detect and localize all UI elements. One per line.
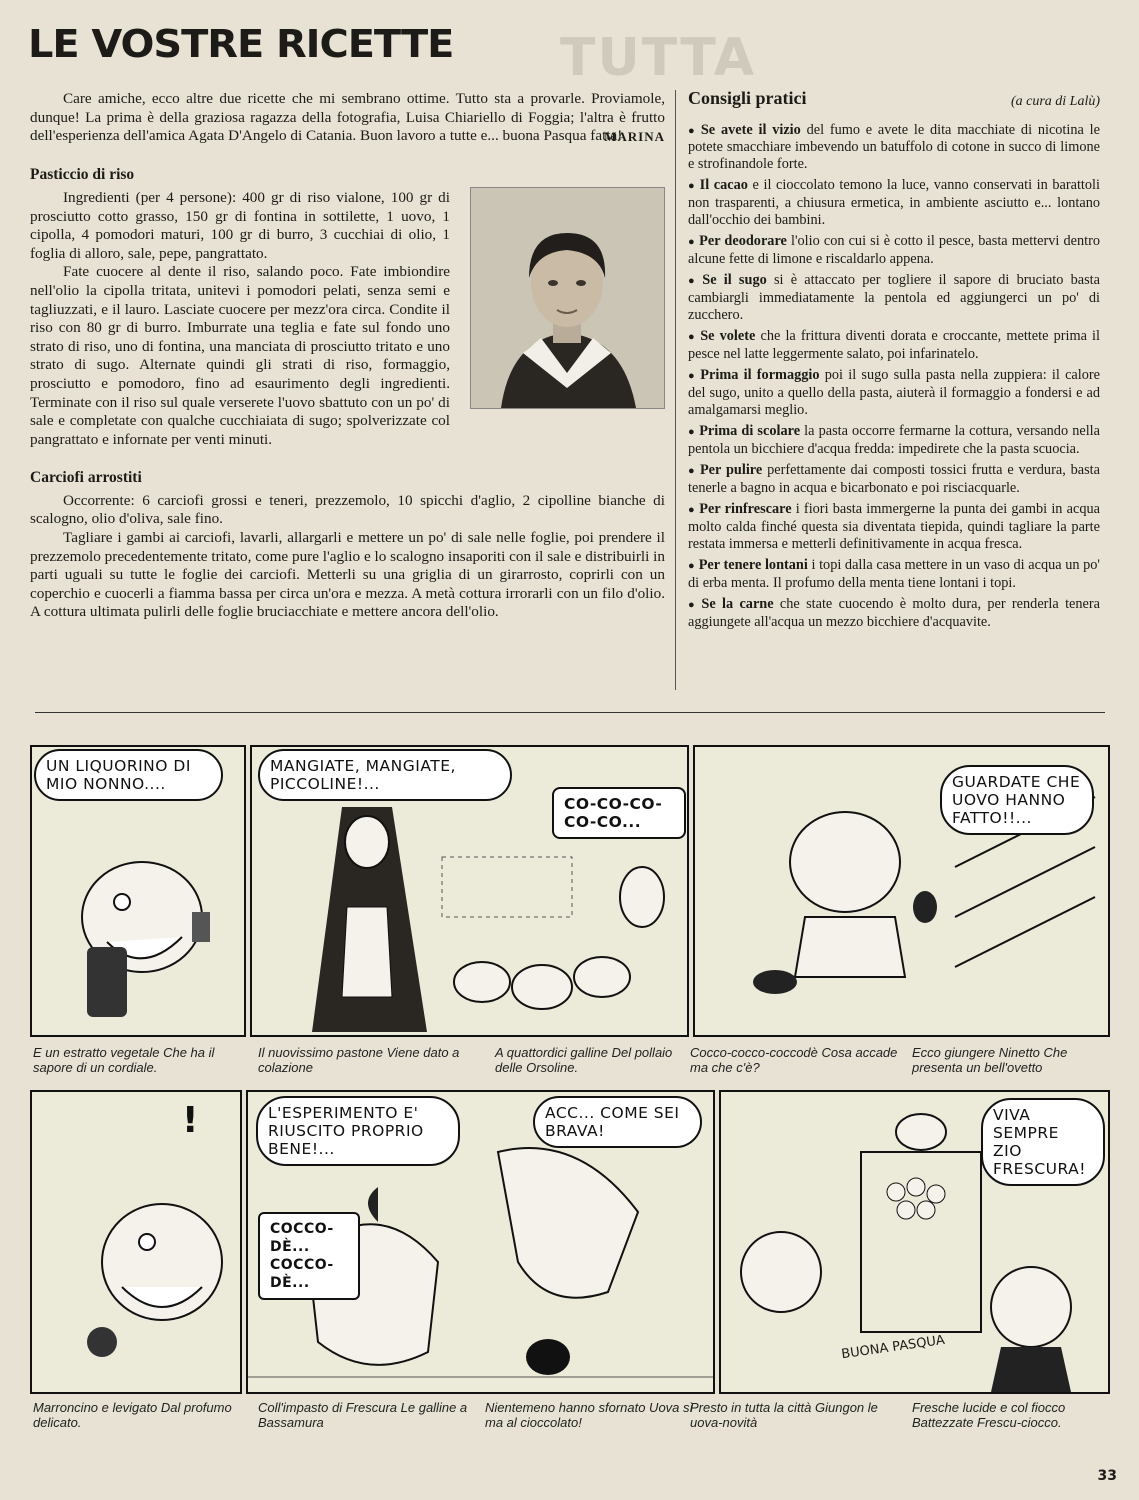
section-divider xyxy=(35,712,1105,713)
grandpa-surprised-illustration xyxy=(32,1092,240,1392)
comic-caption: Marroncino e levigato Dal profumo delicato. xyxy=(33,1400,232,1430)
tip-item: ● Il cacao e il cioccolato temono la luce, vanno conservati in barattoli non trasparenti, a chiusura ermetica, in ambiente asciutto e... lontano dall'occhio dei bambini. xyxy=(688,177,1100,228)
comic-panel-3 xyxy=(693,745,1110,1037)
easter-sign: BUONA PASQUA xyxy=(840,1332,946,1363)
tip-item: ● Per tenere lontani i topi dalla casa mettere in un vaso di acqua un po' di erba menta. Il profumo della menta tiene lontani i topi. xyxy=(688,557,1100,591)
bullet-icon: ● xyxy=(688,124,697,137)
speech-bubble: MANGIATE, MANGIATE, PICCOLINE!... xyxy=(258,749,512,801)
tip-item: ● Prima il formaggio poi il sugo sulla pasta nella zuppiera: il calore del sugo, unito a quello della pasta, aiuterà il formaggio a fondersi e ad amalgamarsi meglio. xyxy=(688,367,1100,418)
intro-text: Care amiche, ecco altre due ricette che mi sembrano ottime. Tutto sta a provarle. Proviamole, dunque! La prima è della graziosa ragazza della fotografia, Luisa Chiariello di Foggia; l'altra è frutto dell'esperienza dell'amica Agata D'Angelo di Catania. Buon lavoro a tutte e... buona Pasqua fatta! xyxy=(30,90,665,145)
sound-effect: COCCO-DÈ... COCCO-DÈ... xyxy=(258,1212,360,1300)
woman-portrait-illustration xyxy=(471,188,664,408)
signature: MARINA xyxy=(604,128,665,144)
comic-caption: Ecco giungere Ninetto Che presenta un bell'ovetto xyxy=(912,1045,1068,1075)
bullet-icon: ● xyxy=(688,426,696,439)
tips-curator: (a cura di Lalù) xyxy=(1010,94,1100,109)
column-divider xyxy=(675,90,676,690)
comic-panel-4a xyxy=(30,1090,242,1394)
recipe2-method: Tagliare i gambi ai carciofi, lavarli, allargarli e mettere un po' di sale nelle foglie, poi prendere il prezzemolo precedentemente tritato, come pure l'aglio e lo scalogno insaporiti con il sale e distribuirli in parti uguali su tutte le foglie dei carciofi. Metterli su una griglia di un girarrosto, coprirli con un coperchio e cuocerli a fiamma bassa per circa un'ora e mezza. A metà cottura irrorarli con un filo d'olio. A cottura ultimata pulirli delle foglie bruciacchiate e mettere ancora dell'olio. xyxy=(30,529,665,621)
bullet-icon: ● xyxy=(688,180,696,193)
comic-panel-5 xyxy=(719,1090,1110,1394)
recipe1-method: Fate cuocere al dente il riso, salando poco. Fate imbiondire nell'olio la cipolla tritata, unitevi i pomodori pelati, senza semi e tagliuzzati, e il lauro. Lasciate cuocere per mezz'ora circa. Condite il riso con 80 gr di burro. Imburrate una teglia e fate sul fondo uno strato di riso, uno di fontina, una manciata di prosciutto tritato e uno strato di sugo. Alternate quindi gli strati di riso, formaggio, prosciutto e pomodoro, fino ad esaurimento degli ingredienti. Terminate con il riso sul quale verserete l'uovo sbattuto con un po' di sale e completate con qualche cucchiaiata di sugo; spolverizzate col pangrattato e infornate per venti minuti. xyxy=(30,263,450,448)
comic-caption: Coll'impasto di Frescura Le galline a Bassamura xyxy=(258,1400,468,1430)
recipe1-ingredients: Ingredienti (per 4 persone): 400 gr di riso vialone, 100 gr di prosciutto cotto grasso, 150 gr di fontina in sottilette, 1 uovo, 1 cipolla, 4 pomodori maturi, 100 gr di burro, 3 cucchiai di olio, 1 foglia di alloro, sale, pepe, pangrattato. xyxy=(30,188,450,262)
bleed-through-title: TUTTA xyxy=(560,28,757,88)
tip-item: ● Se la carne che state cuocendo è molto dura, per renderla tenera aggiungete all'acqua un mezzo bicchiere d'acquavite. xyxy=(688,596,1100,631)
page-title: LE VOSTRE RICETTE xyxy=(28,22,454,66)
bullet-icon: ● xyxy=(688,275,699,288)
tips-title: Consigli pratici xyxy=(688,88,807,108)
tip-item: ● Se avete il vizio del fumo e avete le dita macchiate di nicotina le potete smacchiare imbevendo un batuffolo di cotone in succo di limone e strofinandole forte. xyxy=(688,121,1100,172)
tips-column xyxy=(688,90,1100,631)
bullet-icon: ● xyxy=(688,236,696,249)
tip-item: ● Se volete che la frittura diventi dorata e croccante, mettete prima il pesce nel latte leggermente salato, poi infarinatelo. xyxy=(688,328,1100,362)
recipes-column xyxy=(30,90,665,622)
comic-caption: Fresche lucide e col fiocco Battezzate Frescu-ciocco. xyxy=(912,1400,1066,1430)
comic-panel-4b xyxy=(246,1090,715,1394)
speech-bubble: GUARDATE CHE UOVO HANNO FATTO!!... xyxy=(940,765,1094,835)
comic-caption: Il nuovissimo pastone Viene dato a colazione xyxy=(258,1045,460,1075)
tip-item: ● Per rinfrescare i fiori basta immergerne la punta dei gambi in acqua molto calda finché questa sia diventata tiepida, quindi tagliare la parte restata immersa e metterli definitivamente in acqua fresca. xyxy=(688,501,1100,552)
comic-panel-2 xyxy=(250,745,689,1037)
bullet-icon: ● xyxy=(688,370,697,383)
page-number: 33 xyxy=(1097,1468,1117,1484)
tip-item: ● Se il sugo si è attaccato per togliere il sapore di bruciato basta cambiargli immediatamente la pentola ed aggiungerci un po' di zucchero. xyxy=(688,272,1100,323)
tip-item: ● Per pulire perfettamente dai composti tossici frutta e verdura, basta tenerle a bagno in acqua e bicarbonato e poi risciacquarle. xyxy=(688,462,1100,496)
tip-item: ● Prima di scolare la pasta occorre fermarne la cottura, versando nella pentola un bicchiere d'acqua fredda: impedirete che la pasta scuocia. xyxy=(688,423,1100,457)
bullet-icon: ● xyxy=(688,560,695,573)
portrait-photo xyxy=(470,187,665,409)
speech-bubble: ACC... COME SEI BRAVA! xyxy=(533,1096,702,1148)
recipe2-ingredients: Occorrente: 6 carciofi grossi e teneri, prezzemolo, 10 spicchi d'aglio, 2 cipolline bianche di scalogno, olio d'oliva, sale fino. xyxy=(30,491,665,528)
comic-caption: Presto in tutta la città Giungon le uova-novità xyxy=(690,1400,878,1430)
bullet-icon: ● xyxy=(688,504,696,517)
bullet-icon: ● xyxy=(688,599,698,612)
comic-panel-1 xyxy=(30,745,246,1037)
speech-bubble: L'ESPERIMENTO E' RIUSCITO PROPRIO BENE!... xyxy=(256,1096,460,1166)
comic-caption: E un estratto vegetale Che ha il sapore di un cordiale. xyxy=(33,1045,215,1075)
recipe2-title: Carciofi arrostiti xyxy=(30,469,142,487)
bullet-icon: ● xyxy=(688,465,696,478)
comic-caption: Nientemeno hanno sfornato Uova sì ma al cioccolato! xyxy=(485,1400,694,1430)
speech-bubble: UN LIQUORINO DI MIO NONNO.... xyxy=(34,749,223,801)
tip-item: ● Per deodorare l'olio con cui si è cotto il pesce, basta mettervi dentro alcune fette di limone e riscaldarlo appena. xyxy=(688,233,1100,267)
speech-bubble: VIVA SEMPRE ZIO FRESCURA! xyxy=(981,1098,1105,1186)
comic-caption: A quattordici galline Del pollaio delle Orsoline. xyxy=(495,1045,673,1075)
svg-text:!: ! xyxy=(182,1100,199,1141)
comic-caption: Cocco-cocco-coccodè Cosa accade ma che c'è? xyxy=(690,1045,898,1075)
recipe1-title: Pasticcio di riso xyxy=(30,166,135,184)
bullet-icon: ● xyxy=(688,331,697,344)
sound-effect: CO-CO-CO-CO-CO... xyxy=(552,787,686,839)
